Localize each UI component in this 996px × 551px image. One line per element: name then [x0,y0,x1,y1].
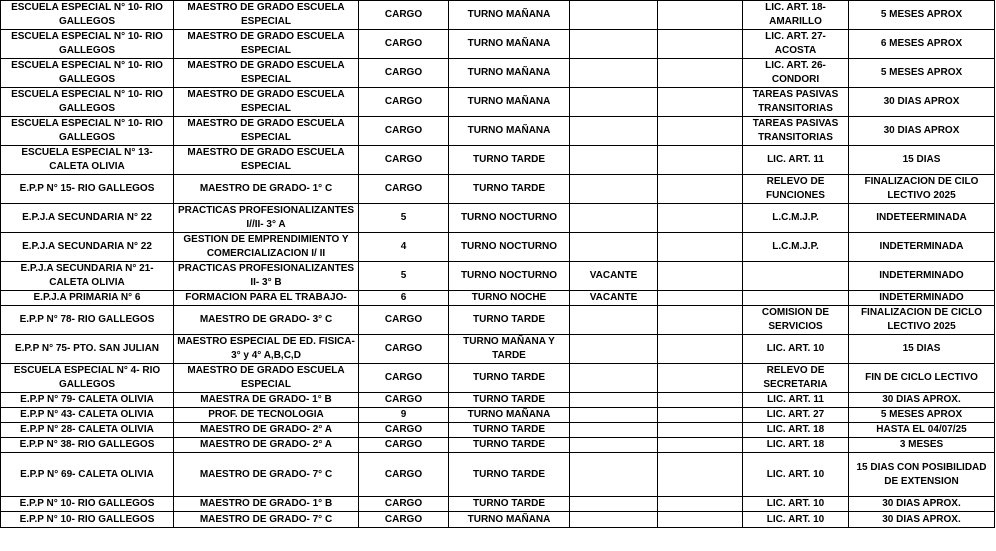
shift-cell: TURNO TARDE [449,393,570,408]
duration-cell: 15 DIAS CON POSIBILIDAD DE EXTENSION [849,453,995,497]
duration-cell: INDETEERMINADA [849,204,995,233]
position-cell: MAESTRO DE GRADO- 3° C [174,306,359,335]
table-row [1,291,995,306]
status-cell [570,497,658,512]
hours-cell: CARGO [359,88,449,117]
blank-cell [658,408,743,423]
position-cell: PROF. DE TECNOLOGIA [174,408,359,423]
shift-cell: TURNO TARDE [449,146,570,175]
hours-cell: CARGO [359,512,449,528]
reason-cell [743,262,849,291]
table-row [1,59,995,88]
reason-cell: LIC. ART. 27 [743,408,849,423]
table-row [1,364,995,393]
hours-cell: CARGO [359,438,449,453]
school-cell: ESCUELA ESPECIAL N° 10- RIO GALLEGOS [1,1,174,30]
hours-cell: CARGO [359,146,449,175]
duration-cell: 30 DIAS APROX. [849,497,995,512]
reason-cell: LIC. ART. 11 [743,393,849,408]
status-cell [570,233,658,262]
reason-cell: COMISION DE SERVICIOS [743,306,849,335]
duration-cell: 30 DIAS APROX [849,117,995,146]
blank-cell [658,364,743,393]
table-row [1,306,995,335]
reason-cell: LIC. ART. 10 [743,453,849,497]
status-cell [570,88,658,117]
hours-cell: 5 [359,262,449,291]
reason-cell: LIC. ART. 27- ACOSTA [743,30,849,59]
hours-cell: CARGO [359,364,449,393]
hours-cell: CARGO [359,59,449,88]
blank-cell [658,512,743,528]
school-cell: ESCUELA ESPECIAL N° 13- CALETA OLIVIA [1,146,174,175]
table-row [1,146,995,175]
duration-cell: 5 MESES APROX [849,408,995,423]
table-row [1,408,995,423]
school-cell: E.P.P N° 69- CALETA OLIVIA [1,453,174,497]
school-cell: ESCUELA ESPECIAL N° 4- RIO GALLEGOS [1,364,174,393]
status-cell [570,146,658,175]
school-cell: ESCUELA ESPECIAL N° 10- RIO GALLEGOS [1,30,174,59]
blank-cell [658,438,743,453]
duration-cell: FIN DE CICLO LECTIVO [849,364,995,393]
reason-cell: LIC. ART. 18 [743,423,849,438]
shift-cell: TURNO TARDE [449,364,570,393]
duration-cell: FINALIZACION DE CILO LECTIVO 2025 [849,175,995,204]
blank-cell [658,59,743,88]
status-cell [570,1,658,30]
shift-cell: TURNO MAÑANA [449,117,570,146]
hours-cell: CARGO [359,117,449,146]
status-cell [570,59,658,88]
blank-cell [658,335,743,364]
duration-cell: 5 MESES APROX [849,59,995,88]
position-cell: MAESTRO DE GRADO ESCUELA ESPECIAL [174,364,359,393]
table-row [1,1,995,30]
status-cell [570,117,658,146]
reason-cell: LIC. ART. 11 [743,146,849,175]
shift-cell: TURNO NOCTURNO [449,262,570,291]
hours-cell: CARGO [359,1,449,30]
status-cell [570,408,658,423]
school-cell: E.P.P N° 38- RIO GALLEGOS [1,438,174,453]
table-row [1,512,995,528]
school-cell: ESCUELA ESPECIAL N° 10- RIO GALLEGOS [1,59,174,88]
shift-cell: TURNO MAÑANA [449,512,570,528]
status-cell [570,423,658,438]
school-cell: E.P.P N° 43- CALETA OLIVIA [1,408,174,423]
hours-cell: CARGO [359,175,449,204]
status-cell: VACANTE [570,291,658,306]
shift-cell: TURNO TARDE [449,438,570,453]
hours-cell: 5 [359,204,449,233]
table-row [1,438,995,453]
blank-cell [658,262,743,291]
shift-cell: TURNO TARDE [449,453,570,497]
school-cell: E.P.P N° 28- CALETA OLIVIA [1,423,174,438]
status-cell [570,335,658,364]
position-cell: PRACTICAS PROFESIONALIZANTES I//II- 3° A [174,204,359,233]
blank-cell [658,497,743,512]
duration-cell: FINALIZACION DE CICLO LECTIVO 2025 [849,306,995,335]
blank-cell [658,204,743,233]
table-row [1,117,995,146]
position-cell: MAESTRO DE GRADO ESCUELA ESPECIAL [174,30,359,59]
status-cell [570,204,658,233]
position-cell: MAESTRO DE GRADO- 1° B [174,497,359,512]
shift-cell: TURNO NOCTURNO [449,233,570,262]
shift-cell: TURNO TARDE [449,423,570,438]
duration-cell: 5 MESES APROX [849,1,995,30]
position-cell: MAESTRO ESPECIAL DE ED. FISICA- 3° y 4° A,B,C,D [174,335,359,364]
school-cell: E.P.J.A SECUNDARIA N° 22 [1,233,174,262]
blank-cell [658,146,743,175]
table-row [1,175,995,204]
school-cell: E.P.P N° 75- PTO. SAN JULIAN [1,335,174,364]
hours-cell: CARGO [359,393,449,408]
hours-cell: CARGO [359,497,449,512]
position-cell: MAESTRO DE GRADO- 2° A [174,438,359,453]
table-row [1,233,995,262]
shift-cell: TURNO MAÑANA [449,88,570,117]
status-cell [570,175,658,204]
duration-cell: INDETERMINADO [849,291,995,306]
status-cell [570,30,658,59]
shift-cell: TURNO NOCTURNO [449,204,570,233]
shift-cell: TURNO MAÑANA [449,1,570,30]
reason-cell: LIC. ART. 18- AMARILLO [743,1,849,30]
position-cell: GESTION DE EMPRENDIMIENTO Y COMERCIALIZACION I/ II [174,233,359,262]
school-cell: E.P.P N° 10- RIO GALLEGOS [1,512,174,528]
hours-cell: CARGO [359,453,449,497]
reason-cell [743,291,849,306]
blank-cell [658,453,743,497]
position-cell: MAESTRO DE GRADO- 1° C [174,175,359,204]
duration-cell: INDETERMINADO [849,262,995,291]
status-cell [570,306,658,335]
blank-cell [658,1,743,30]
duration-cell: 3 MESES [849,438,995,453]
duration-cell: 30 DIAS APROX. [849,512,995,528]
reason-cell: LIC. ART. 18 [743,438,849,453]
table-row [1,262,995,291]
duration-cell: HASTA EL 04/07/25 [849,423,995,438]
school-cell: E.P.P N° 79- CALETA OLIVIA [1,393,174,408]
blank-cell [658,306,743,335]
shift-cell: TURNO NOCHE [449,291,570,306]
reason-cell: L.C.M.J.P. [743,233,849,262]
status-cell: VACANTE [570,262,658,291]
position-cell: PRACTICAS PROFESIONALIZANTES II- 3° B [174,262,359,291]
duration-cell: 6 MESES APROX [849,30,995,59]
position-cell: MAESTRO DE GRADO ESCUELA ESPECIAL [174,88,359,117]
reason-cell: LIC. ART. 10 [743,497,849,512]
table-row [1,497,995,512]
shift-cell: TURNO TARDE [449,175,570,204]
school-cell: ESCUELA ESPECIAL N° 10- RIO GALLEGOS [1,117,174,146]
reason-cell: LIC. ART. 26- CONDORI [743,59,849,88]
reason-cell: TAREAS PASIVAS TRANSITORIAS [743,88,849,117]
hours-cell: CARGO [359,306,449,335]
reason-cell: LIC. ART. 10 [743,512,849,528]
blank-cell [658,117,743,146]
blank-cell [658,233,743,262]
reason-cell: L.C.M.J.P. [743,204,849,233]
blank-cell [658,291,743,306]
position-cell: MAESTRO DE GRADO- 2° A [174,423,359,438]
reason-cell: LIC. ART. 10 [743,335,849,364]
status-cell [570,364,658,393]
duration-cell: 30 DIAS APROX. [849,393,995,408]
hours-cell: CARGO [359,423,449,438]
status-cell [570,438,658,453]
position-cell: FORMACION PARA EL TRABAJO- [174,291,359,306]
shift-cell: TURNO MAÑANA [449,408,570,423]
school-cell: E.P.J.A PRIMARIA N° 6 [1,291,174,306]
status-cell [570,393,658,408]
school-cell: E.P.P N° 78- RIO GALLEGOS [1,306,174,335]
position-cell: MAESTRO DE GRADO- 7° C [174,453,359,497]
blank-cell [658,88,743,117]
school-cell: E.P.P N° 15- RIO GALLEGOS [1,175,174,204]
hours-cell: 9 [359,408,449,423]
reason-cell: RELEVO DE SECRETARIA [743,364,849,393]
reason-cell: RELEVO DE FUNCIONES [743,175,849,204]
position-cell: MAESTRO DE GRADO ESCUELA ESPECIAL [174,117,359,146]
blank-cell [658,30,743,59]
shift-cell: TURNO MAÑANA [449,59,570,88]
table-row [1,393,995,408]
table-row [1,335,995,364]
shift-cell: TURNO MAÑANA Y TARDE [449,335,570,364]
blank-cell [658,175,743,204]
table-row [1,423,995,438]
school-cell: ESCUELA ESPECIAL N° 10- RIO GALLEGOS [1,88,174,117]
table-row [1,30,995,59]
hours-cell: CARGO [359,335,449,364]
table-row [1,453,995,497]
position-cell: MAESTRO DE GRADO ESCUELA ESPECIAL [174,59,359,88]
duration-cell: 30 DIAS APROX [849,88,995,117]
position-cell: MAESTRO DE GRADO ESCUELA ESPECIAL [174,146,359,175]
hours-cell: 4 [359,233,449,262]
blank-cell [658,393,743,408]
shift-cell: TURNO MAÑANA [449,30,570,59]
reason-cell: TAREAS PASIVAS TRANSITORIAS [743,117,849,146]
table-row [1,204,995,233]
position-cell: MAESTRO DE GRADO- 7° C [174,512,359,528]
hours-cell: 6 [359,291,449,306]
shift-cell: TURNO TARDE [449,497,570,512]
duration-cell: 15 DIAS [849,146,995,175]
status-cell [570,453,658,497]
school-cell: E.P.J.A SECUNDARIA N° 22 [1,204,174,233]
blank-cell [658,423,743,438]
position-cell: MAESTRA DE GRADO- 1° B [174,393,359,408]
hours-cell: CARGO [359,30,449,59]
table-row [1,88,995,117]
school-cell: E.P.J.A SECUNDARIA N° 21- CALETA OLIVIA [1,262,174,291]
shift-cell: TURNO TARDE [449,306,570,335]
school-cell: E.P.P N° 10- RIO GALLEGOS [1,497,174,512]
duration-cell: INDETERMINADA [849,233,995,262]
duration-cell: 15 DIAS [849,335,995,364]
position-cell: MAESTRO DE GRADO ESCUELA ESPECIAL [174,1,359,30]
status-cell [570,512,658,528]
